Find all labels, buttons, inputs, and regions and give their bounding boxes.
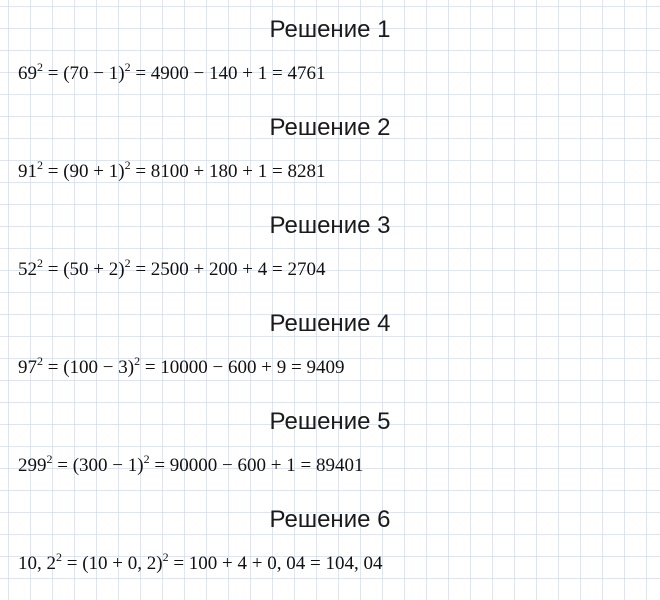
- solution-2-formula: [18, 157, 326, 184]
- solution-1-formula: [18, 59, 326, 86]
- formula-exponent: 2: [37, 255, 43, 270]
- formula-result: = 4900 − 140 + 1 = 4761: [130, 63, 326, 84]
- formula-exponent: 2: [37, 353, 43, 368]
- formula-base: 97: [18, 357, 37, 378]
- formula-exponent: 2: [37, 157, 43, 172]
- formula-exponent: 2: [124, 255, 131, 270]
- formula-expansion: = (100 − 3): [43, 357, 135, 378]
- solution-3-formula: [18, 255, 326, 282]
- formula-exponent: 2: [46, 451, 53, 466]
- formula-exponent: 2: [162, 549, 169, 564]
- formula-expansion: = (10 + 0, 2): [62, 553, 163, 574]
- solution-6-heading: Решение 6: [269, 506, 391, 533]
- formula-exponent: 2: [134, 353, 141, 368]
- formula-result: = 2500 + 200 + 4 = 2704: [130, 259, 326, 280]
- formula-base: 10, 2: [18, 553, 56, 574]
- solution-6-formula: [18, 549, 383, 576]
- formula-result: = 90000 − 600 + 1 = 89401: [149, 455, 364, 476]
- formula-base: 91: [18, 161, 37, 182]
- formula-exponent: 2: [56, 549, 62, 564]
- formula-result: = 10000 − 600 + 9 = 9409: [140, 357, 345, 378]
- solution-5-heading: Решение 5: [269, 408, 391, 435]
- solution-4-formula: [18, 353, 345, 380]
- formula-exponent: 2: [124, 157, 131, 172]
- formula-exponent: 2: [37, 59, 43, 74]
- formula-expansion: = (50 + 2): [43, 259, 125, 280]
- formula-exponent: 2: [124, 59, 131, 74]
- solution-4-heading: Решение 4: [269, 310, 391, 337]
- solution-5-formula: [18, 451, 364, 478]
- solution-1-heading: Решение 1: [269, 16, 391, 43]
- formula-base: 299: [18, 455, 47, 476]
- formula-expansion: = (70 − 1): [43, 63, 125, 84]
- formula-result: = 100 + 4 + 0, 04 = 104, 04: [168, 553, 383, 574]
- formula-result: = 8100 + 180 + 1 = 8281: [130, 161, 326, 182]
- solution-3-heading: Решение 3: [269, 212, 391, 239]
- formula-exponent: 2: [143, 451, 150, 466]
- formula-expansion: = (90 + 1): [43, 161, 125, 182]
- formula-base: 52: [18, 259, 37, 280]
- formula-base: 69: [18, 63, 37, 84]
- solution-2-heading: Решение 2: [269, 114, 391, 141]
- formula-expansion: = (300 − 1): [52, 455, 144, 476]
